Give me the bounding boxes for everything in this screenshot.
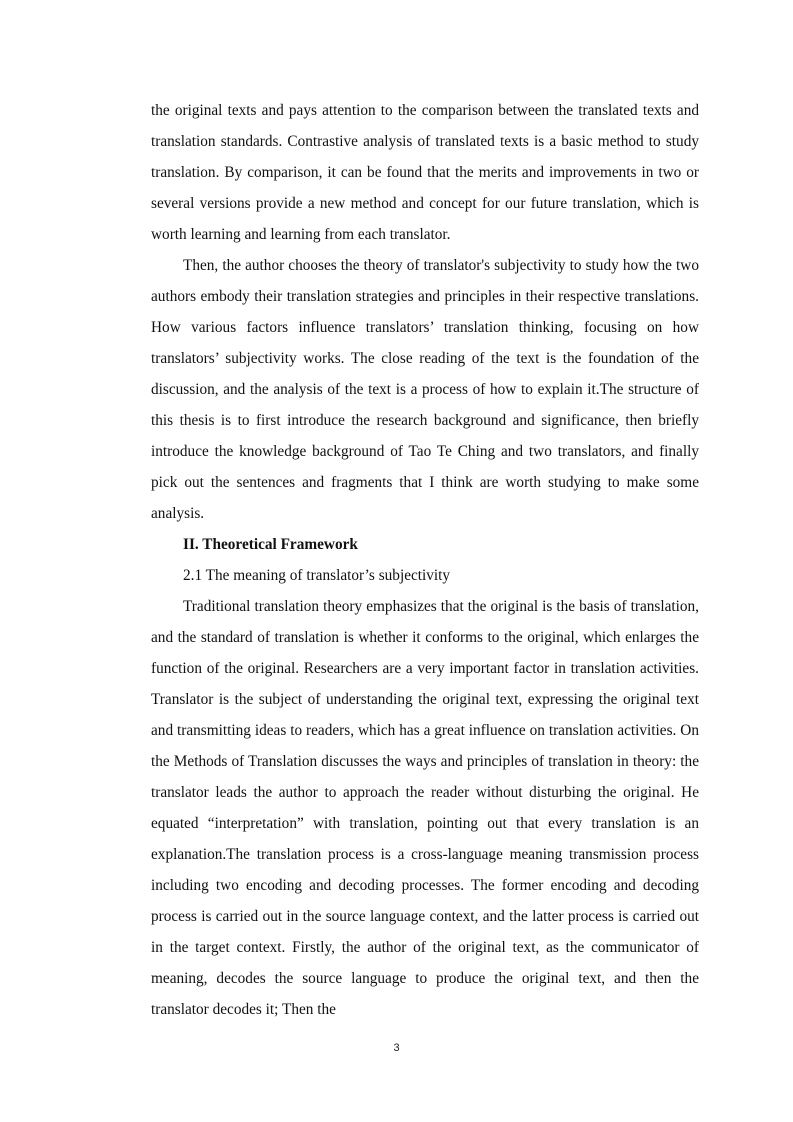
body-text — [151, 95, 699, 1025]
section-heading: II. Theoretical Framework — [183, 536, 358, 553]
subsection-heading: 2.1 The meaning of translator’s subjectivity — [183, 567, 451, 584]
paragraph-methodology: Then, the author chooses the theory of translator's subjectivity to study how the two authors embody their translation strategies and principles in their respective translations. How various factors influence translators’ translation thinking, focusing on how translators’ subjectivity works. The close reading of the text is the foundation of the discussion, and the analysis of the text is a process of how to explain it.The structure of this thesis is to first introduce the research background and significance, then briefly introduce the knowledge background of Tao Te Ching and two translators, and finally pick out the sentences and fragments that I think are worth studying to make some analysis. — [151, 257, 699, 522]
page-number: 3 — [393, 1042, 400, 1054]
paragraph-continuation: the original texts and pays attention to the comparison between the translated texts and translation standards. Contrastive analysis of translated texts is a basic method to study translation. By comparison, it can be found that the merits and improvements in two or several versions provide a new method and concept for our future translation, which is worth learning and learning from each translator. — [151, 102, 699, 243]
paragraph-translator-subjectivity: Traditional translation theory emphasizes that the original is the basis of translation, and the standard of translation is whether it conforms to the original, which enlarges the function of the original. Researchers are a very important factor in translation activities. Translator is the subject of understanding the original text, expressing the original text and transmitting ideas to readers, which has a great influence on translation activities. On the Methods of Translation discusses the ways and principles of translation in theory: the translator leads the author to approach the reader without disturbing the original. He equated “interpretation” with translation, pointing out that every translation is an explanation.The translation process is a cross-language meaning transmission process including two encoding and decoding processes. The former encoding and decoding process is carried out in the source language context, and the latter process is carried out in the target context. Firstly, the author of the original text, as the communicator of meaning, decodes the source language to produce the original text, and then the translator decodes it; Then the — [151, 598, 699, 1018]
